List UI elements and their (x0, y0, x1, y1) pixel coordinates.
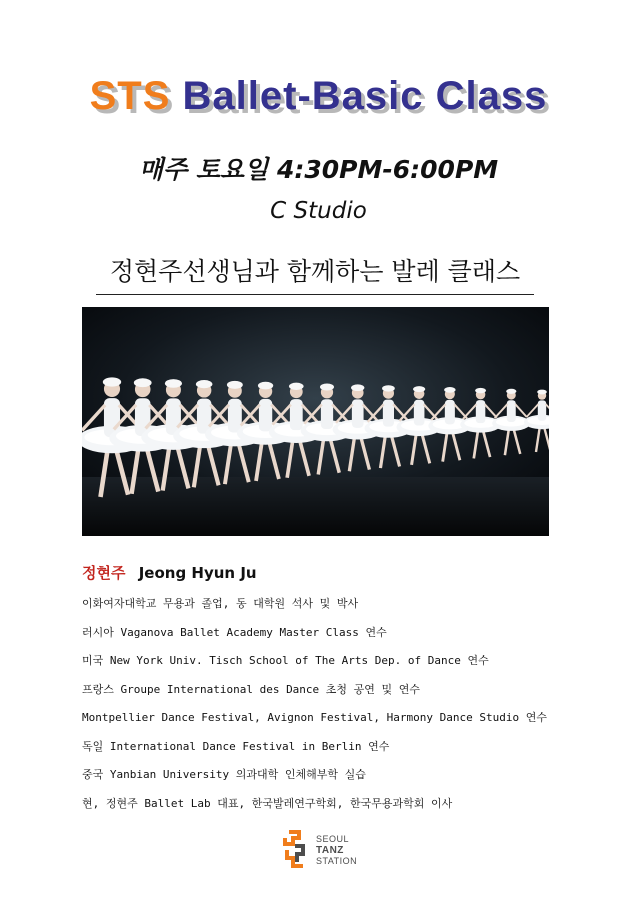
poster-title (0, 74, 637, 119)
bio-item: 독일 International Dance Festival in Berlin 연수 (82, 739, 390, 753)
logo-line-seoul: SEOUL (316, 834, 350, 844)
instructor-bio-list (82, 596, 547, 824)
logo-line-station: STATION (316, 856, 358, 866)
bio-item: 프랑스 Groupe International des Dance 초청 공연 및 연수 (82, 682, 421, 696)
instructor-name-en: Jeong Hyun Ju (138, 564, 257, 582)
bio-item: Montpellier Dance Festival, Avignon Festival, Harmony Dance Studio 연수 (82, 711, 547, 724)
bio-item: 현, 정현주 Ballet Lab 대표, 한국발레연구학회, 한국무용과학회 이사 (82, 796, 453, 810)
poster-subtitle: 정현주선생님과 함께하는 발레 클래스 (96, 252, 534, 295)
instructor-name-kr: 정현주 (82, 564, 126, 582)
bio-item: 미국 New York Univ. Tisch School of The Arts Dep. of Dance 연수 (82, 654, 489, 667)
class-studio: C Studio (270, 198, 367, 224)
title-sts: STS (89, 74, 171, 118)
bio-item: 러시아 Vaganova Ballet Academy Master Class 연수 (82, 625, 387, 639)
bio-item: 이화여자대학교 무용과 졸업, 동 대학원 석사 및 박사 (82, 597, 359, 610)
instructor-name (82, 562, 257, 583)
logo-line-tanz: TANZ (316, 845, 344, 856)
class-schedule: 매주 토요일 4:30PM-6:00PM (138, 155, 499, 184)
title-class-name: Ballet-Basic Class (182, 74, 548, 118)
bio-item: 중국 Yanbian University 의과대학 인체해부학 실습 (82, 768, 366, 781)
logo-wordmark (316, 834, 357, 867)
ballet-dancers-photo (82, 307, 549, 536)
